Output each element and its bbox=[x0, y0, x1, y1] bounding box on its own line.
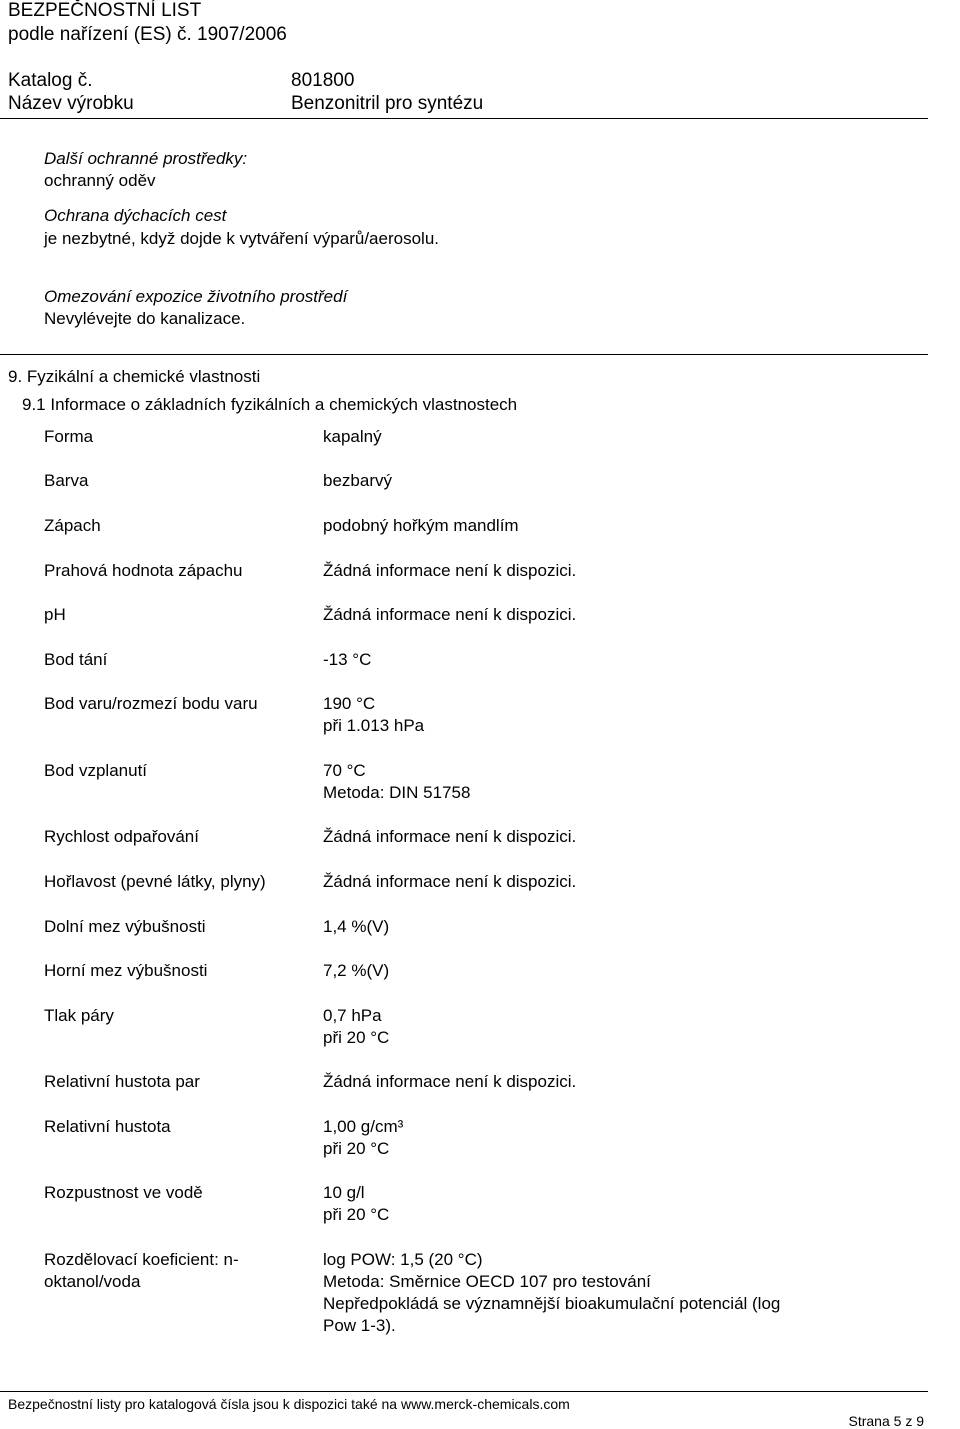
property-value-line: Žádná informace není k dispozici. bbox=[323, 872, 577, 891]
property-value bbox=[323, 916, 389, 938]
property-label-line: Dolní mez výbušnosti bbox=[44, 917, 206, 936]
property-label bbox=[44, 1005, 114, 1027]
property-value bbox=[323, 604, 576, 626]
property-label bbox=[44, 916, 206, 938]
property-value-line: 7,2 %(V) bbox=[323, 961, 390, 980]
property-value-line: při 20 °C bbox=[323, 1028, 390, 1047]
env-exposure-heading: Omezování expozice životního prostředí bbox=[44, 287, 348, 306]
property-value bbox=[323, 693, 424, 737]
property-label-line: Horní mez výbušnosti bbox=[44, 961, 208, 980]
property-value bbox=[323, 515, 519, 537]
property-value bbox=[323, 1005, 389, 1049]
property-label-line: Relativní hustota bbox=[44, 1117, 171, 1136]
property-value-line: 0,7 hPa bbox=[323, 1006, 382, 1025]
property-value bbox=[323, 649, 371, 671]
property-value bbox=[323, 1071, 576, 1093]
property-value bbox=[323, 1182, 389, 1226]
property-value bbox=[323, 1116, 403, 1160]
property-value-line: 190 °C bbox=[323, 694, 376, 713]
property-label-line: Rozdělovací koeficient: n- bbox=[44, 1250, 239, 1269]
property-label bbox=[44, 426, 93, 448]
property-value bbox=[323, 470, 392, 492]
property-value-line: Žádná informace není k dispozici. bbox=[323, 1072, 577, 1091]
property-label-line: Relativní hustota par bbox=[44, 1072, 200, 1091]
property-value-line: při 1.013 hPa bbox=[323, 716, 425, 735]
property-value-line: Pow 1-3). bbox=[323, 1316, 396, 1335]
property-value-line: -13 °C bbox=[323, 650, 372, 669]
property-value bbox=[323, 1249, 780, 1337]
property-label-line: Bod tání bbox=[44, 650, 108, 669]
property-label bbox=[44, 1116, 171, 1138]
property-label bbox=[44, 960, 207, 982]
property-label-line: Rychlost odpařování bbox=[44, 827, 199, 846]
section-subtitle: 9.1 Informace o základních fyzikálních a chemických vlastnostech bbox=[22, 395, 518, 414]
env-exposure-text: Nevylévejte do kanalizace. bbox=[44, 309, 246, 328]
other-protection-heading: Další ochranné prostředky: bbox=[44, 149, 248, 168]
property-value-line: Žádná informace není k dispozici. bbox=[323, 605, 577, 624]
property-value-line: 10 g/l bbox=[323, 1183, 365, 1202]
property-value bbox=[323, 760, 470, 804]
property-value-line: Žádná informace není k dispozici. bbox=[323, 827, 577, 846]
property-value-line: 70 °C bbox=[323, 761, 366, 780]
property-label-line: Prahová hodnota zápachu bbox=[44, 561, 243, 580]
property-label bbox=[44, 604, 66, 626]
page-number: Strana 5 z 9 bbox=[848, 1413, 924, 1429]
property-value bbox=[323, 960, 389, 982]
catalog-number: 801800 bbox=[291, 70, 355, 91]
property-value bbox=[323, 871, 576, 893]
document-title: BEZPEČNOSTNÍ LIST bbox=[8, 0, 202, 21]
property-value-line: 1,4 %(V) bbox=[323, 917, 390, 936]
property-value bbox=[323, 426, 382, 448]
property-value-line: bezbarvý bbox=[323, 471, 392, 490]
property-value-line: 1,00 g/cm³ bbox=[323, 1117, 404, 1136]
section-title: 9. Fyzikální a chemické vlastnosti bbox=[8, 367, 261, 386]
footer-divider bbox=[0, 1391, 928, 1392]
property-label bbox=[44, 649, 107, 671]
respiratory-heading: Ochrana dýchacích cest bbox=[44, 206, 227, 225]
property-value-line: podobný hořkým mandlím bbox=[323, 516, 519, 535]
property-value-line: při 20 °C bbox=[323, 1139, 390, 1158]
property-value-line: Nepředpokládá se významnější bioakumulační potenciál (log bbox=[323, 1294, 781, 1313]
property-value bbox=[323, 826, 576, 848]
property-value-line: log POW: 1,5 (20 °C) bbox=[323, 1250, 483, 1269]
property-label bbox=[44, 1071, 200, 1093]
property-label bbox=[44, 515, 101, 537]
property-label-line: pH bbox=[44, 605, 66, 624]
property-label-line: Zápach bbox=[44, 516, 101, 535]
respiratory-text: je nezbytné, když dojde k vytváření výparů/aerosolu. bbox=[44, 229, 439, 248]
section-divider bbox=[0, 354, 928, 355]
property-value-line: kapalný bbox=[323, 427, 382, 446]
property-label-line: Barva bbox=[44, 471, 89, 490]
header-divider bbox=[0, 118, 928, 119]
property-value bbox=[323, 560, 576, 582]
property-label bbox=[44, 760, 147, 782]
property-label-line: Forma bbox=[44, 427, 94, 446]
property-label-line: Hořlavost (pevné látky, plyny) bbox=[44, 872, 266, 891]
property-label-line: oktanol/voda bbox=[44, 1272, 141, 1291]
property-value-line: Metoda: Směrnice OECD 107 pro testování bbox=[323, 1272, 651, 1291]
property-label bbox=[44, 1249, 239, 1293]
property-label bbox=[44, 470, 88, 492]
property-label-line: Tlak páry bbox=[44, 1006, 114, 1025]
regulation-reference: podle nařízení (ES) č. 1907/2006 bbox=[8, 24, 287, 45]
property-label bbox=[44, 826, 199, 848]
footer-note: Bezpečnostní listy pro katalogová čísla jsou k dispozici také na www.merck-chemicals.com bbox=[8, 1396, 570, 1412]
product-name: Benzonitril pro syntézu bbox=[291, 93, 484, 114]
property-label-line: Rozpustnost ve vodě bbox=[44, 1183, 203, 1202]
property-label bbox=[44, 871, 266, 893]
property-label bbox=[44, 693, 258, 715]
property-label bbox=[44, 1182, 203, 1204]
property-value-line: Žádná informace není k dispozici. bbox=[323, 561, 577, 580]
property-value-line: Metoda: DIN 51758 bbox=[323, 783, 471, 802]
property-value-line: při 20 °C bbox=[323, 1205, 390, 1224]
other-protection-text: ochranný oděv bbox=[44, 171, 156, 190]
property-label-line: Bod vzplanutí bbox=[44, 761, 148, 780]
product-label: Název výrobku bbox=[8, 93, 134, 114]
property-label-line: Bod varu/rozmezí bodu varu bbox=[44, 694, 258, 713]
property-label bbox=[44, 560, 243, 582]
catalog-label: Katalog č. bbox=[8, 70, 93, 91]
